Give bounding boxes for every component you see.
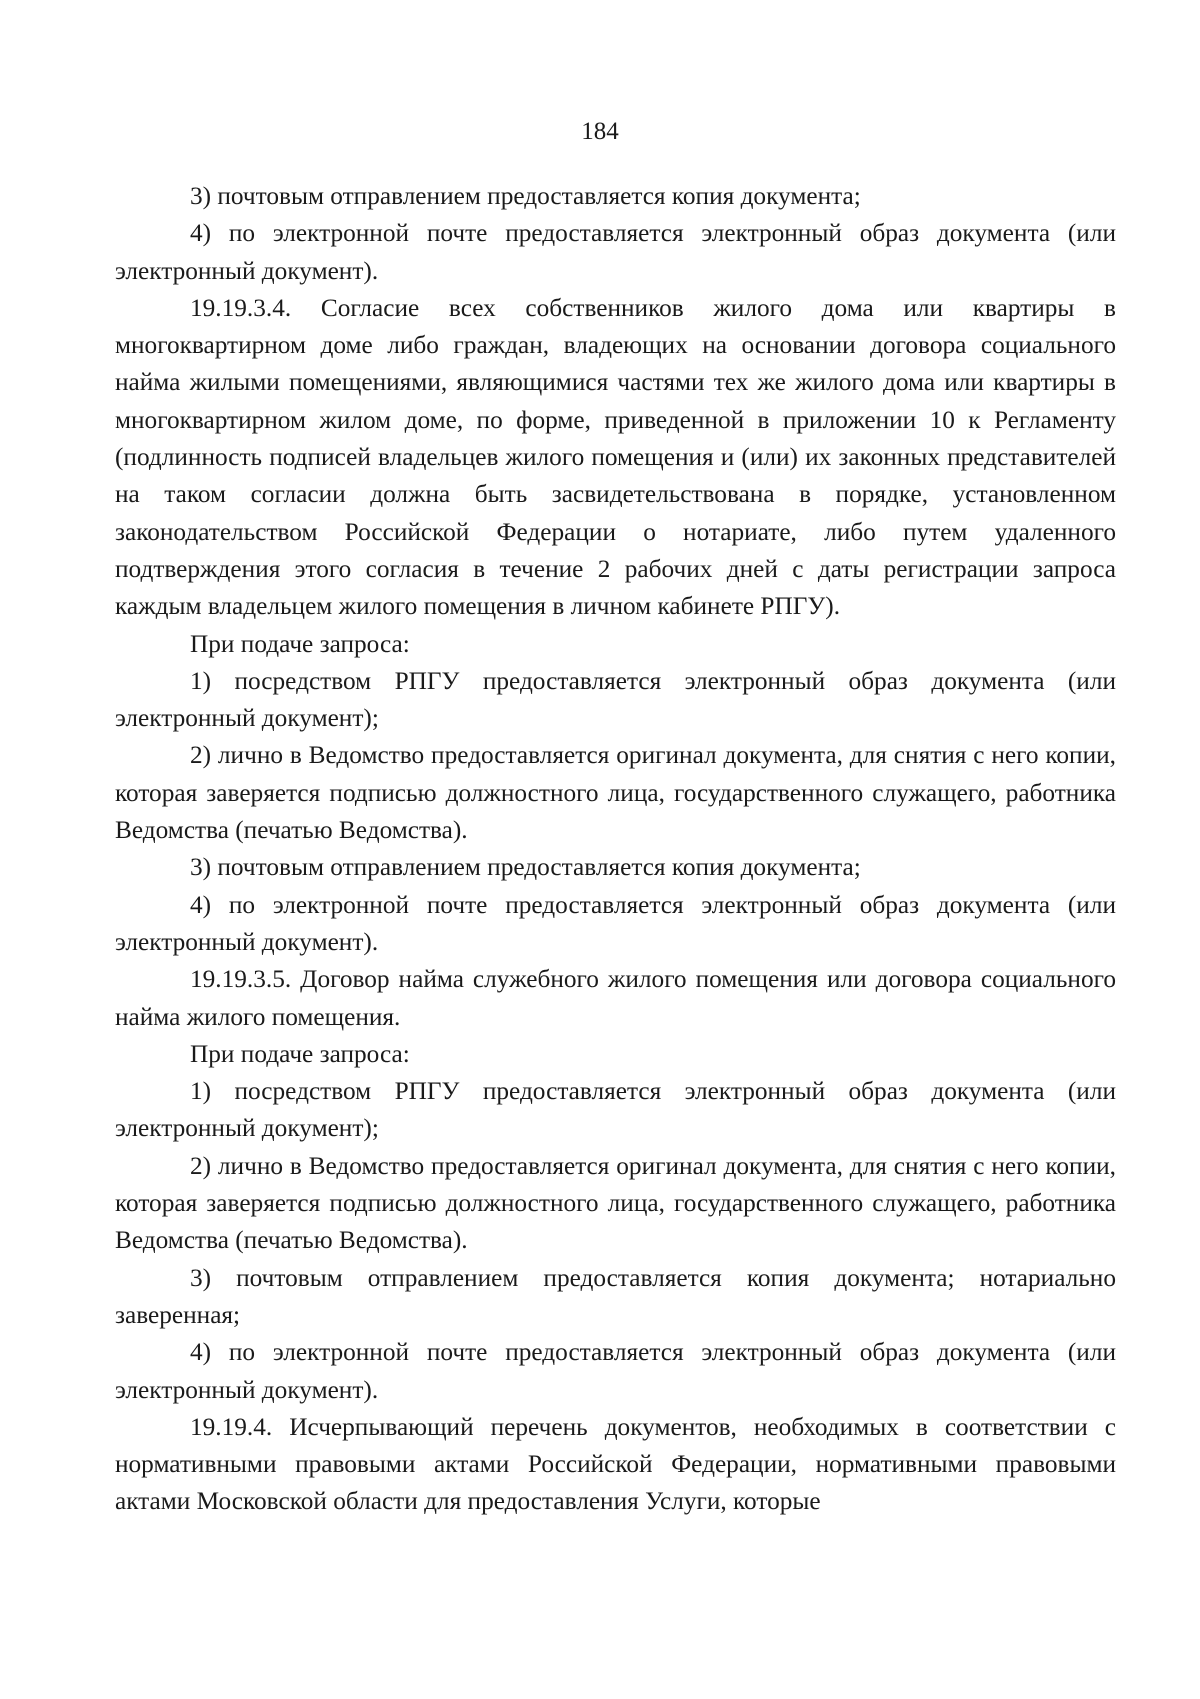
paragraph: 19.19.3.4. Согласие всех собственников жилого дома или квартиры в многоквартирном доме либо граждан, владеющих на основании договора социального найма жилыми помещениями, являющимися частями тех же жилого дома или квартиры в многоквартирном жилом доме, по форме, приведенной в приложении 10 к Регламенту (подлинность подписей владельцев жилого помещения и (или) их законных представителей на таком согласии должна быть засвидетельствована в порядке, установленном законодательством Российской Федерации о нотариате, либо путем удаленного подтверждения этого согласия в течение 2 рабочих дней с даты регистрации запроса каждым владельцем жилого помещения в личном кабинете РПГУ).: [115, 293, 1116, 621]
paragraph: 3) почтовым отправлением предоставляется копия документа;: [190, 182, 861, 210]
page-number: 184: [581, 118, 619, 145]
paragraph: При подаче запроса:: [190, 1039, 410, 1068]
paragraph: 19.19.3.5. Договор найма служебного жилого помещения или договора социального найма жилого помещения.: [115, 965, 1116, 1031]
paragraph: 4) по электронной почте предоставляется электронный образ документа (или электронный документ).: [115, 219, 1116, 285]
document-body: [115, 178, 1116, 1521]
paragraph: 4) по электронной почте предоставляется электронный образ документа (или электронный документ).: [115, 1338, 1116, 1404]
paragraph: 2) лично в Ведомство предоставляется оригинал документа, для снятия с него копии, которая заверяется подписью должностного лица, государственного служащего, работника Ведомства (печатью Ведомства).: [115, 1151, 1116, 1255]
paragraph: При подаче запроса:: [190, 629, 410, 658]
paragraph: 1) посредством РПГУ предоставляется электронный образ документа (или электронный документ);: [115, 1077, 1116, 1143]
paragraph: 3) почтовым отправлением предоставляется копия документа; нотариально заверенная;: [115, 1263, 1116, 1329]
paragraph: 19.19.4. Исчерпывающий перечень документов, необходимых в соответствии с нормативными правовыми актами Российской Федерации, нормативными правовыми актами Московской области для предоставления Услуги, которые: [115, 1412, 1116, 1516]
paragraph: 4) по электронной почте предоставляется электронный образ документа (или электронный документ).: [115, 890, 1116, 956]
paragraph: 2) лично в Ведомство предоставляется оригинал документа, для снятия с него копии, которая заверяется подписью должностного лица, государственного служащего, работника Ведомства (печатью Ведомства).: [115, 741, 1116, 845]
paragraph: 3) почтовым отправлением предоставляется копия документа;: [190, 853, 861, 882]
paragraph: 1) посредством РПГУ предоставляется электронный образ документа (или электронный документ);: [115, 666, 1116, 733]
